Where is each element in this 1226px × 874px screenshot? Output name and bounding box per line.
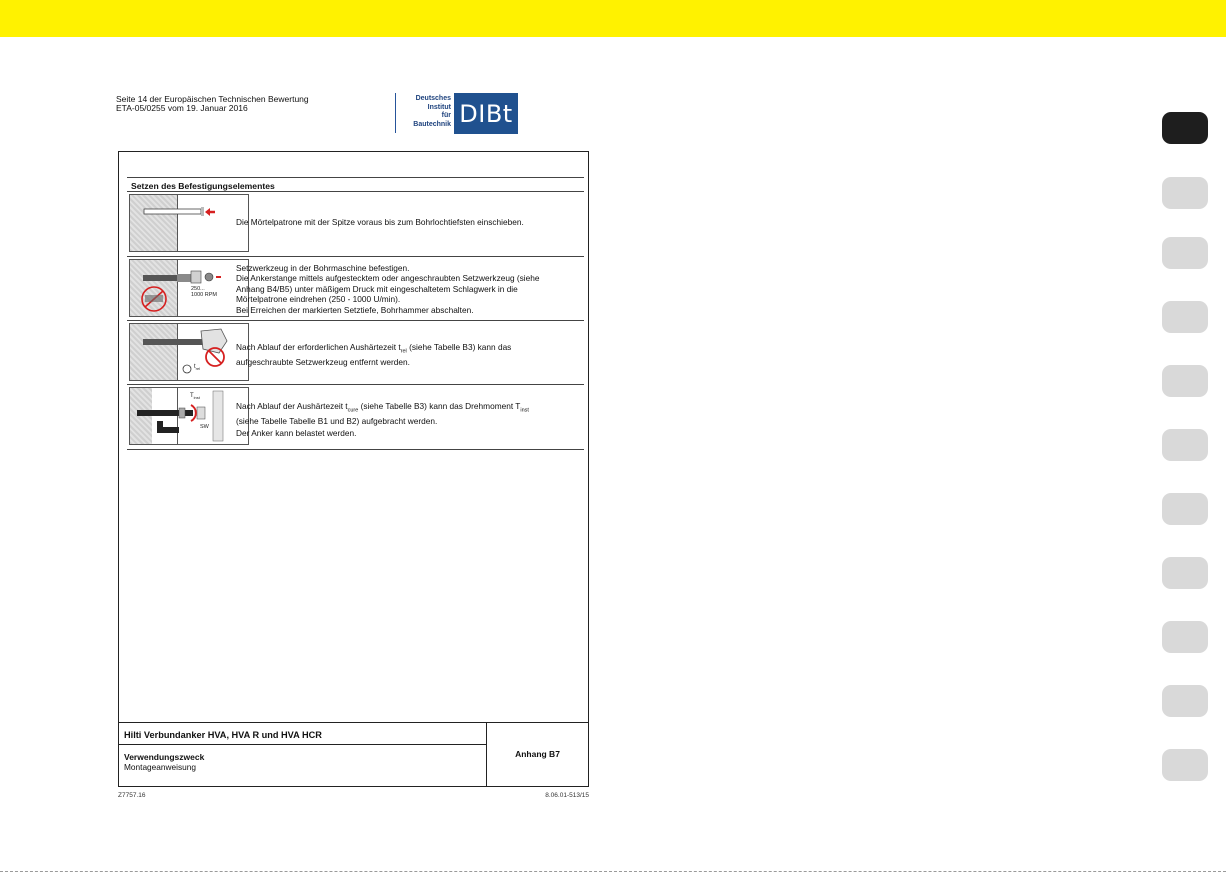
divider-title: [127, 191, 584, 192]
divider-step-1: [127, 256, 584, 257]
step-3-time-label: $t_{rel}$: [194, 364, 201, 372]
side-tab-8[interactable]: [1162, 557, 1208, 589]
product-title: Hilti Verbundanker HVA, HVA R und HVA HCR: [124, 730, 322, 740]
step-4-torque-label: $T_{inst}$: [190, 393, 200, 401]
side-tab-3[interactable]: [1162, 237, 1208, 269]
top-bar: [0, 0, 1226, 37]
side-tab-2[interactable]: [1162, 177, 1208, 209]
document-code-right: 8.06.01-513/15: [545, 792, 589, 799]
bottom-dashed-rule: [0, 871, 1226, 872]
step-3-text: Nach Ablauf der erforderlichen Aushärtezeit $t_{rel}$ (siehe Tabelle B3) kann das aufgeschraubte Setzwerkzeug entfernt werden.: [236, 342, 512, 368]
footer-mid-rule: [118, 744, 486, 745]
dibt-logo-text: Deutsches Institut für Bautechnik: [413, 95, 451, 128]
divider-step-2: [127, 320, 584, 321]
purpose-value: Montageanweisung: [124, 762, 196, 772]
divider-step-4: [127, 449, 584, 450]
section-title: Setzen des Befestigungselementes: [131, 181, 275, 191]
side-tab-11[interactable]: [1162, 749, 1208, 781]
side-tab-1[interactable]: [1162, 112, 1208, 144]
side-tab-10[interactable]: [1162, 685, 1208, 717]
step-2-drill-illustration: [129, 259, 250, 317]
logo-divider: [395, 93, 396, 133]
annex-label: Anhang B7: [515, 749, 560, 759]
step-4-text: Nach Ablauf der Aushärtezeit $t_{cure}$ (siehe Tabelle B3) kann das Drehmoment $T_{inst}$ (siehe Tabelle Tabelle B1 und B2) aufgebracht werden. Der Anker kann belastet werden.: [236, 401, 529, 439]
step-2-rpm-label: 250... 1000 RPM: [191, 286, 217, 299]
side-tab-4[interactable]: [1162, 301, 1208, 333]
header-line-2: ETA-05/0255 vom 19. Januar 2016: [116, 103, 248, 113]
document-code-left: Z7757.16: [118, 792, 146, 799]
dibt-logo: DIBt: [454, 93, 518, 134]
purpose-label: Verwendungszweck: [124, 752, 205, 762]
divider-top: [127, 177, 584, 178]
side-tab-7[interactable]: [1162, 493, 1208, 525]
step-1-cartridge-illustration: [129, 194, 250, 252]
step-3-removal-illustration: [129, 323, 250, 381]
divider-step-3: [127, 384, 584, 385]
step-2-text: Setzwerkzeug in der Bohrmaschine befestigen. Die Ankerstange mittels aufgestecktem oder angeschraubten Setzwerkzeug (siehe Anhang B4/B5) unter mäßigem Druck mit eingeschaltetem Schlagwerk in die Mörtelpatrone eindrehen (250 - 1000 U/min). Bei Erreichen der markierten Setztiefe, Bohrhammer abschalten.: [236, 263, 540, 315]
side-tab-9[interactable]: [1162, 621, 1208, 653]
step-1-text: Die Mörtelpatrone mit der Spitze voraus bis zum Bohrlochtiefsten einschieben.: [236, 217, 524, 227]
step-4-sw-label: SW: [200, 424, 209, 430]
side-tab-5[interactable]: [1162, 365, 1208, 397]
header-line-1: Seite 14 der Europäischen Technischen Bewertung: [116, 94, 309, 104]
footer-top-rule: [118, 722, 589, 723]
side-tab-6[interactable]: [1162, 429, 1208, 461]
